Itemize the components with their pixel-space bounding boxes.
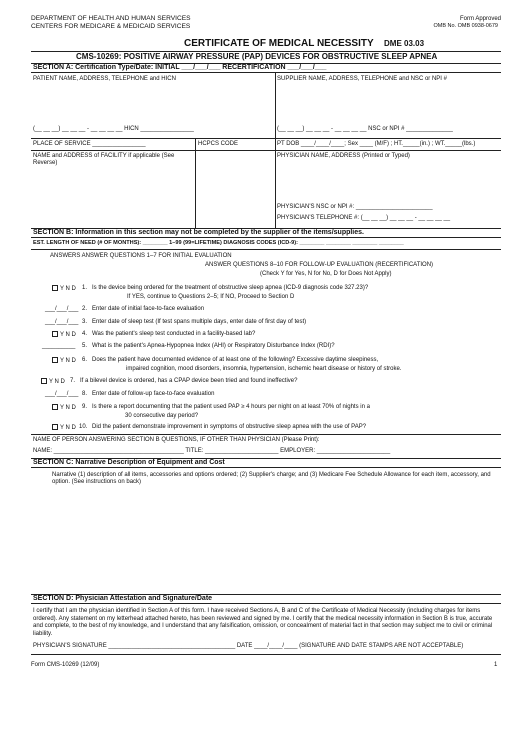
dept-line-2: CENTERS FOR MEDICARE & MEDICAID SERVICES — [31, 23, 191, 30]
q10-text: Did the patient demonstrate improvement in symptoms of obstructive sleep apnea with the use of PAP? — [92, 424, 367, 430]
q7-ynd[interactable]: Y N D — [41, 378, 65, 386]
q1-number: 1. — [82, 285, 88, 291]
q3-text: Enter date of sleep test (If test spans multiple days, enter date of first day of test) — [92, 319, 307, 325]
q8-text: Enter date of follow-up face-to-face evaluation — [92, 391, 215, 397]
narrative-area[interactable] — [31, 484, 501, 594]
section-a-heading: SECTION A: Certification Type/Date: INITIAL ___/___/___ RECERTIFICATION ___/___/___ — [31, 63, 501, 73]
supplier-label: SUPPLIER NAME, ADDRESS, TELEPHONE and NSC or NPI # — [277, 76, 447, 82]
q10-ynd[interactable]: Y N D — [52, 424, 76, 432]
q9-ynd[interactable]: Y N D — [52, 404, 76, 412]
q5-number: 5. — [82, 343, 88, 349]
supplier-phone-npi[interactable]: (__ __ __) __ __ __ - __ __ __ __ NSC or NPI # ______________ — [277, 126, 453, 132]
facility-label: NAME and ADDRESS of FACILITY if applicable (See Reverse) — [33, 153, 175, 166]
q9-text: Is there a report documenting that the patient used PAP ≥ 4 hours per night on at least 70% of nights in a — [92, 404, 370, 410]
form-id: Form CMS-10269 (12/09) — [31, 662, 100, 668]
q6-ynd[interactable]: Y N D — [52, 357, 76, 365]
name-title-employer[interactable]: NAME: _______________________________________ TITLE: ______________________ EMPLOYER: ______________________ — [33, 448, 391, 454]
q7-text: If a bilevel device is ordered, has a CPAP device been tried and found ineffective? — [80, 378, 298, 384]
form-approved: Form Approved — [460, 16, 502, 22]
form-subtitle: CMS-10269: POSITIVE AIRWAY PRESSURE (PAP) DEVICES FOR OBSTRUCTIVE SLEEP APNEA — [76, 52, 438, 61]
place-of-service[interactable]: PLACE OF SERVICE ________________ — [33, 141, 146, 147]
signature-line[interactable]: PHYSICIAN'S SIGNATURE ______________________________________ DATE ____/____/____ (SIGNATURE AND DATE STAMPS ARE NOT ACCEPTABLE) — [33, 643, 464, 649]
answers-followup: ANSWER QUESTIONS 8–10 FOR FOLLOW-UP EVALUATION (RECERTIFICATION) — [205, 262, 434, 268]
narrative-text: Narrative (1) description of all items, accessories and options ordered; (2) Supplier's charge; and (3) Medicare Fee Schedule Allowance for each item, accessory, and option. (See instructions on back) — [52, 472, 491, 485]
q4-ynd[interactable]: Y N D — [52, 331, 76, 339]
patient-dob-line[interactable]: PT DOB ____/____/____; Sex ____ (M/F) ; HT._____(in.) ; WT._____(lbs.) — [277, 141, 476, 147]
patient-label: PATIENT NAME, ADDRESS, TELEPHONE and HICN — [33, 76, 176, 82]
section-b-heading: SECTION B: Information in this section may not be completed by the supplier of the items/supplies. — [31, 228, 501, 238]
q8-number: 8. — [82, 391, 88, 397]
q3-date[interactable]: ___/___/___ — [45, 319, 79, 325]
physician-label: PHYSICIAN NAME, ADDRESS (Printed or Typed) — [277, 153, 410, 159]
q2-text: Enter date of initial face-to-face evaluation — [92, 306, 205, 312]
q10-number: 10. — [79, 424, 88, 430]
page-number: 1 — [494, 662, 498, 668]
section-d-heading: SECTION D: Physician Attestation and Signature/Date — [31, 594, 501, 604]
physician-phone[interactable]: PHYSICIAN'S TELEPHONE #: (__ __ __) __ __ __ - __ __ __ __ — [277, 215, 451, 221]
dept-line-1: DEPARTMENT OF HEALTH AND HUMAN SERVICES — [31, 15, 191, 22]
attestation-text: I certify that I am the physician identified in Section A of this form. I have received Sections A, B and C of the Certificate of Medical Necessity (including charges for items ordered). Any statement on my letterhead attached hereto, has been reviewed and signed by me. I certify that the medical necessity information in Section B is true, accurate and complete, to the best of my knowledge, and I understand that any falsification, omission, or concealment of material fact in that section may subject me to civil or criminal liability. — [33, 608, 493, 637]
q4-number: 4. — [82, 331, 88, 337]
q9-number: 9. — [82, 404, 88, 410]
q4-text: Was the patient's sleep test conducted in a facility-based lab? — [92, 331, 256, 337]
omb-number: OMB No. OMB 0938-0679 — [433, 23, 498, 29]
hcpcs-label: HCPCS CODE — [198, 141, 239, 147]
q9-text2: 30 consecutive day period? — [125, 413, 199, 419]
q1-text2: If YES, continue to Questions 2–5; If NO, Proceed to Section D — [127, 294, 295, 300]
q1-text: Is the device being ordered for the treatment of obstructive sleep apnea (ICD-9 diagnosis code 327.23)? — [92, 285, 369, 291]
q7-number: 7. — [70, 378, 76, 384]
physician-npi[interactable]: PHYSICIAN'S NSC or NPI #: _______________________ — [277, 204, 433, 210]
q5-value[interactable]: __________ — [42, 343, 76, 349]
q8-date[interactable]: ___/___/___ — [45, 391, 79, 397]
q1-ynd[interactable]: Y N D — [52, 285, 76, 293]
q3-number: 3. — [82, 319, 88, 325]
answers-initial: ANSWERS ANSWER QUESTIONS 1–7 FOR INITIAL EVALUATION — [50, 253, 232, 259]
q5-text: What is the patient's Apnea-Hypopnea Index (AHI) or Respiratory Disturbance Index (RDI)? — [92, 343, 335, 349]
length-of-need[interactable]: EST. LENGTH OF NEED (# OF MONTHS): ________ 1–99 (99=LIFETIME) DIAGNOSIS CODES (ICD-9): ________ ________ ________ ________ — [33, 240, 404, 246]
q6-number: 6. — [82, 357, 88, 363]
person-answering-label: NAME OF PERSON ANSWERING SECTION B QUESTIONS, IF OTHER THAN PHYSICIAN (Please Print): — [33, 437, 320, 443]
section-c-heading: SECTION C: Narrative Description of Equipment and Cost — [31, 458, 501, 468]
check-instruction: (Check Y for Yes, N for No, D for Does Not Apply) — [260, 271, 392, 277]
dme-code: DME 03.03 — [384, 39, 425, 48]
q6-text: Does the patient have documented evidence of at least one of the following? Excessive daytime sleepiness, — [92, 357, 379, 363]
q2-date[interactable]: ___/___/___ — [45, 306, 79, 312]
patient-phone-hicn[interactable]: (__ __ __) __ __ __ - __ __ __ __ HICN ________________ — [33, 126, 194, 132]
q6-text2: impaired cognition, mood disorders, insomnia, hypertension, ischemic heart disease or history of stroke. — [126, 366, 402, 372]
q2-number: 2. — [82, 306, 88, 312]
page-title: CERTIFICATE OF MEDICAL NECESSITY — [184, 38, 374, 49]
